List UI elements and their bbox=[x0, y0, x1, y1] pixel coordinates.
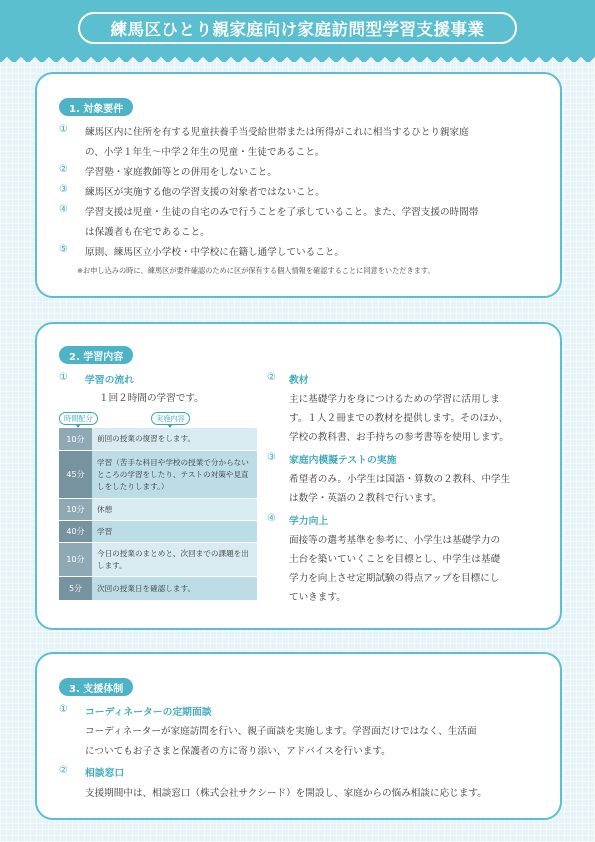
section-card-support bbox=[35, 652, 562, 820]
item-number: ② bbox=[59, 765, 68, 776]
materials-text: す。１人２冊までの教材を提供します。そのほか、 bbox=[289, 413, 509, 424]
coordinator-title: コーディネーターの定期面談 bbox=[85, 707, 212, 718]
coordinator-text: についてもお子さまと保護者の方に寄り添い、アドバイスを行います。 bbox=[85, 746, 391, 757]
improvement-title: 学力向上 bbox=[289, 516, 329, 527]
improvement-text: 面接等の選考基準を参考に、小学生は基礎学力の bbox=[289, 535, 501, 546]
mock-test-title: 家庭内模擬テストの実施 bbox=[289, 455, 397, 466]
row-description: 休憩 bbox=[92, 499, 257, 520]
schedule-row bbox=[59, 521, 257, 543]
item-text: 練馬区内に住所を有する児童扶養手当受給世帯または所得がこれに相当するひとり親家庭 bbox=[85, 127, 469, 138]
page-title: 練馬区ひとり親家庭向け家庭訪問型学習支援事業 bbox=[78, 12, 517, 44]
schedule-row bbox=[59, 499, 257, 521]
row-description: 前回の授業の復習をします。 bbox=[92, 428, 257, 450]
row-description: 学習 bbox=[92, 521, 257, 542]
item-number: ④ bbox=[267, 513, 276, 524]
item-number: ④ bbox=[59, 204, 68, 215]
section-label: 1. 対象要件 bbox=[59, 98, 133, 116]
consent-note: ※お申し込みの時に、練馬区が要件確認のために区が保有する個人情報を確認することに同意をいただきます。 bbox=[77, 266, 435, 275]
section-label: 3. 支援体制 bbox=[59, 678, 133, 696]
materials-text: 学校の教科書、お手持ちの参考書等を使用します。 bbox=[289, 432, 509, 443]
item-number: ⑤ bbox=[59, 244, 68, 255]
section-card-content bbox=[35, 322, 562, 630]
item-text: 原則、練馬区立小学校・中学校に在籍し通学していること。 bbox=[85, 247, 345, 258]
schedule-row bbox=[59, 577, 257, 601]
item-number: ② bbox=[267, 372, 276, 383]
schedule-row bbox=[59, 543, 257, 577]
item-number: ② bbox=[59, 164, 68, 175]
item-text: 学習塾・家庭教師等との併用をしないこと。 bbox=[85, 167, 277, 178]
flow-title: 学習の流れ bbox=[85, 375, 134, 386]
row-duration: 5分 bbox=[59, 577, 92, 600]
consultation-title: 相談窓口 bbox=[85, 768, 125, 779]
materials-title: 教材 bbox=[289, 375, 309, 386]
tag-content: 実施内容 bbox=[151, 412, 190, 425]
flow-text: １回２時間の学習です。 bbox=[99, 393, 204, 404]
schedule-row bbox=[59, 428, 257, 451]
row-duration: 10分 bbox=[59, 499, 92, 520]
header-zigzag bbox=[0, 52, 595, 62]
row-description: 次回の授業日を確認します。 bbox=[92, 577, 257, 600]
row-description: 今日の授業のまとめと、次回までの課題を出します。 bbox=[92, 543, 257, 576]
item-number: ① bbox=[59, 704, 68, 715]
improvement-text: ていきます。 bbox=[289, 592, 346, 603]
section-card-requirements bbox=[35, 72, 562, 298]
coordinator-text: コーディネーターが家庭訪問を行い、親子面談を実施します。学習面だけではなく、生活面 bbox=[85, 726, 477, 737]
improvement-text: 学力を向上させ定期試験の得点アップを目標にし bbox=[289, 573, 500, 584]
improvement-text: 土台を築いていくことを目標とし、中学生は基礎 bbox=[289, 554, 501, 565]
consultation-text: 支援期間中は、相談窓口（株式会社サクシード）を開設し、家庭からの悩み相談に応じます。 bbox=[85, 788, 487, 799]
row-duration: 10分 bbox=[59, 428, 92, 450]
schedule-row bbox=[59, 451, 257, 499]
item-text: 練馬区が実施する他の学習支援の対象者ではないこと。 bbox=[85, 187, 325, 198]
row-description: 学習（苦手な科目や学校の授業で分からないところの学習をしたり、テストの対策や見直しをしたりします。） bbox=[92, 451, 257, 498]
mock-test-text: 希望者のみ。小学生は国語・算数の２教科、中学生 bbox=[289, 474, 511, 485]
row-duration: 40分 bbox=[59, 521, 92, 542]
item-text: の、小学１年生〜中学２年生の児童・生徒であること。 bbox=[85, 147, 325, 158]
item-text: 学習支援は児童・生徒の自宅のみで行うことを了承していること。また、学習支援の時間帯 bbox=[85, 207, 479, 218]
section-label: 2. 学習内容 bbox=[59, 346, 133, 364]
tag-time-allocation: 時間配分 bbox=[59, 412, 98, 425]
item-number: ③ bbox=[267, 452, 276, 463]
item-number: ① bbox=[59, 124, 68, 135]
materials-text: 主に基礎学力を身につけるための学習に活用しま bbox=[289, 394, 500, 405]
row-duration: 45分 bbox=[59, 451, 92, 498]
item-number: ① bbox=[59, 372, 68, 383]
item-text: は保護者も在宅であること。 bbox=[85, 227, 210, 238]
item-number: ③ bbox=[59, 184, 68, 195]
mock-test-text: は数学・英語の２教科で行います。 bbox=[289, 493, 442, 504]
row-duration: 10分 bbox=[59, 543, 92, 576]
